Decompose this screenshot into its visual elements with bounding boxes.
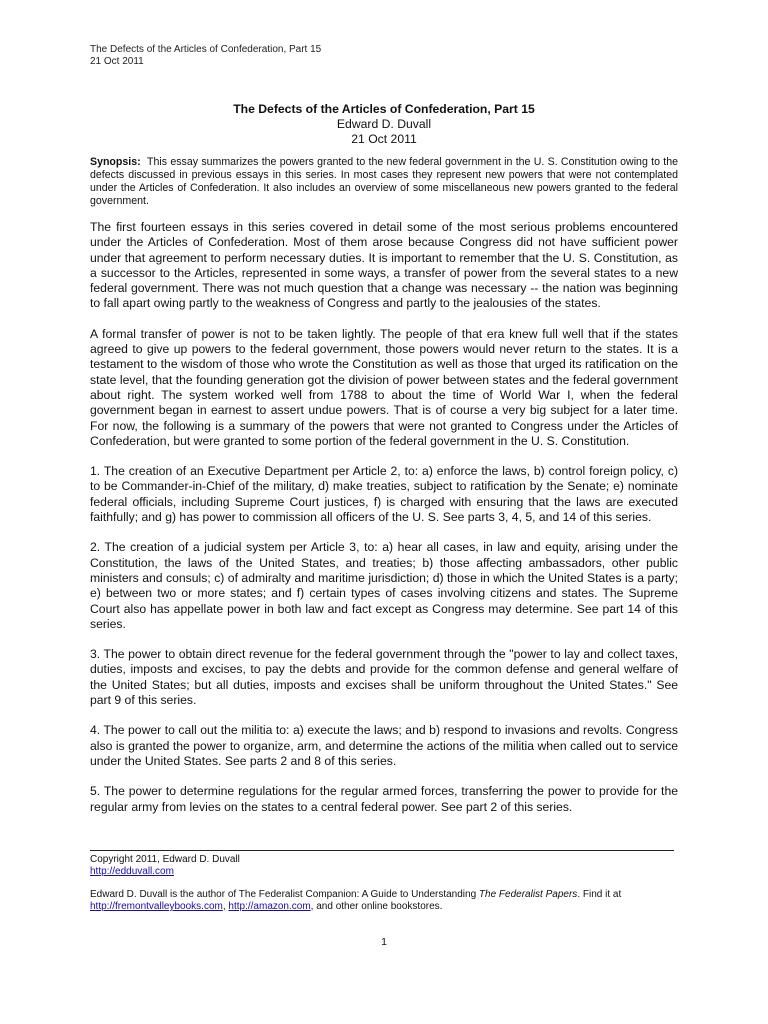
title-block bbox=[90, 102, 678, 147]
author-note bbox=[90, 889, 678, 901]
amazon-link[interactable]: http://amazon.com bbox=[228, 901, 311, 912]
paragraph-intro: The first fourteen essays in this series covered in detail some of the most serious problems encountered under the Articles of Confederation. Most of them arose because Congress did not have sufficient power under that agreement to perform necessary duties. It is important to remember that the U. S. Constitution, as a successor to the Articles, represented in some ways, a transfer of power from the several states to a new federal government. There was not much question that a change was necessary -- the nation was beginning to fall apart owing partly to the weakness of Congress and partly to the jealousies of the states. bbox=[90, 220, 678, 311]
running-header-date: 21 Oct 2011 bbox=[90, 56, 144, 67]
bookstore-links bbox=[90, 901, 678, 913]
site-link[interactable]: http://edduvall.com bbox=[90, 866, 174, 877]
footer bbox=[90, 854, 678, 913]
synopsis bbox=[90, 156, 678, 208]
running-header bbox=[90, 44, 321, 68]
link-separator: , bbox=[222, 901, 229, 912]
page-number: 1 bbox=[381, 936, 387, 948]
document-date: 21 Oct 2011 bbox=[351, 132, 417, 146]
fremontvalleybooks-link[interactable]: http://fremontvalleybooks.com bbox=[90, 901, 223, 912]
list-item-militia: 4. The power to call out the militia to: a) execute the laws; and b) respond to invasions and revolts. Congress also is granted the power to organize, arm, and determine the actions of the militia when called out to service under the United States. See parts 2 and 8 of this series. bbox=[90, 723, 678, 768]
list-item-executive: 1. The creation of an Executive Department per Article 2, to: a) enforce the laws, b) control foreign policy, c) to be Commander-in-Chief of the military, d) make treaties, subject to ratification by the Senate; e) nominate federal officials, including Supreme Court justices, f) is charged with ensuring that the laws are executed faithfully; and g) has power to commission all officers of the U. S. See parts 3, 4, 5, and 14 of this series. bbox=[90, 464, 678, 525]
paragraph-transfer-of-power: A formal transfer of power is not to be taken lightly. The people of that era knew full well that if the states agreed to give up powers to the federal government, those powers would never return to the states. It is a testament to the wisdom of those who wrote the Constitution as well as those that urged its ratification on the state level, that the founding generation got the division of power between states and the federal government about right. The system worked well from 1788 to about the time of World War I, when the federal government began in earnest to assert undue powers. That is of course a very big subject for a later time. For now, the following is a summary of the powers that were not granted to Congress under the Articles of Confederation, but were granted to some portion of the federal government in the U. S. Constitution. bbox=[90, 326, 678, 448]
list-item-armed-forces: 5. The power to determine regulations for the regular armed forces, transferring the power to provide for the regular army from levies on the states to a central federal power. See part 2 of this series. bbox=[90, 784, 678, 814]
synopsis-label: Synopsis: bbox=[90, 156, 141, 168]
author-note-pre: Edward D. Duvall is the author of The Federalist Companion: A Guide to Understanding bbox=[90, 889, 479, 900]
document-title: The Defects of the Articles of Confederation, Part 15 bbox=[233, 102, 535, 116]
list-item-judicial: 2. The creation of a judicial system per Article 3, to: a) hear all cases, in law and equity, arising under the Constitution, the laws of the United States, and treaties; b) those affecting ambassadors, other public ministers and consuls; c) of admiralty and maritime jurisdiction; d) those in which the United States is a party; e) between two or more states; and f) certain types of cases involving citizens and states. The Supreme Court also has appellate power in both law and fact except as Congress may determine. See part 14 of this series. bbox=[90, 540, 678, 631]
author-note-post: . Find it at bbox=[577, 889, 622, 900]
bookstores-tail: , and other online bookstores. bbox=[310, 901, 443, 912]
footer-gap bbox=[90, 878, 678, 889]
list-item-revenue: 3. The power to obtain direct revenue for the federal government through the "power to lay and collect taxes, duties, imposts and excises, to pay the debts and provide for the common defense and general welfare of the United States; but all duties, imposts and excises shall be uniform throughout the United States." See part 9 of this series. bbox=[90, 647, 678, 708]
copyright-line: Copyright 2011, Edward D. Duvall bbox=[90, 854, 240, 865]
author-note-book-title: The Federalist Papers bbox=[478, 889, 578, 900]
document-author: Edward D. Duvall bbox=[336, 117, 432, 131]
document-body bbox=[90, 156, 678, 830]
footnote-divider bbox=[90, 850, 674, 851]
running-header-title: The Defects of the Articles of Confederation, Part 15 bbox=[90, 44, 322, 55]
synopsis-text: This essay summarizes the powers granted to the new federal government in the U. S. Constitution owing to the defects discussed in previous essays in this series. In most cases they represent new powers that were not contemplated under the Articles of Confederation. It also includes an overview of some miscellaneous new powers granted to the federal government. bbox=[90, 156, 678, 207]
